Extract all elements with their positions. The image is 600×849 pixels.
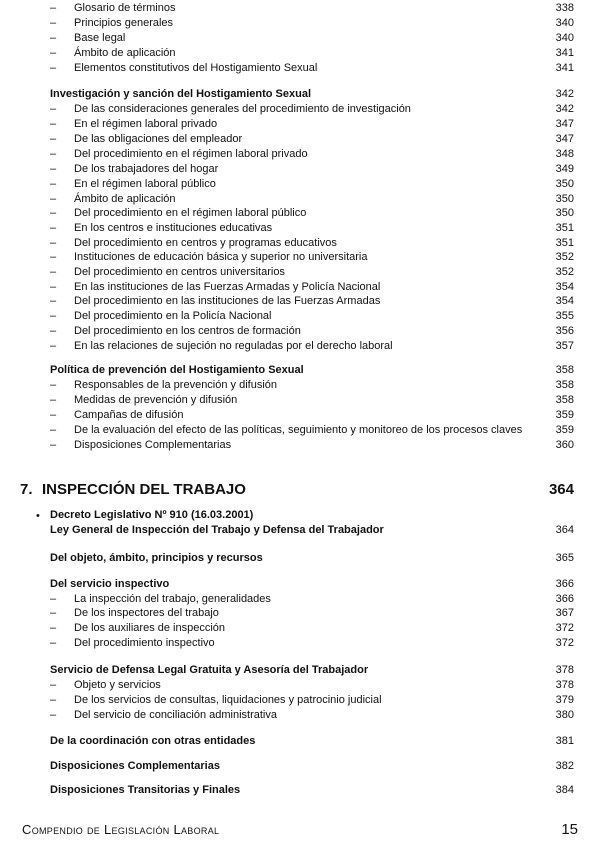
toc-heading-servicio-inspectivo: Del servicio inspectivo 366 [50, 578, 574, 590]
page-number: 15 [561, 821, 578, 838]
toc-item: – Del procedimiento inspectivo 372 [50, 637, 574, 649]
toc-item: – De las consideraciones generales del procedimiento de investigación 342 [50, 103, 574, 115]
toc-heading-objeto: Del objeto, ámbito, principios y recursos 365 [50, 552, 574, 564]
toc-item: – En las relaciones de sujeción no reguladas por el derecho laboral 357 [50, 340, 574, 352]
toc-heading-coordinacion: De la coordinación con otras entidades 381 [50, 735, 574, 747]
toc-item: – Del procedimiento en el régimen laboral privado 348 [50, 148, 574, 160]
toc-item: – Ámbito de aplicación 350 [50, 193, 574, 205]
chapter-heading: 7. INSPECCIÓN DEL TRABAJO 364 [20, 481, 574, 498]
toc-item: – Del procedimiento en centros universitarios 352 [50, 266, 574, 278]
toc-item: – Del procedimiento en centros y programas educativos 351 [50, 237, 574, 249]
toc-heading-politica: Política de prevención del Hostigamiento Sexual 358 [50, 364, 574, 376]
toc-heading-complementarias: Disposiciones Complementarias 382 [50, 760, 574, 772]
toc-item: – Disposiciones Complementarias 360 [50, 439, 574, 451]
toc-item: – Objeto y servicios 378 [50, 679, 574, 691]
toc-item: – Base legal 340 [50, 32, 574, 44]
toc-item: – Elementos constitutivos del Hostigamiento Sexual 341 [50, 62, 574, 74]
toc-item: – Glosario de términos 338 [50, 2, 574, 14]
toc-item: – Del procedimiento en el régimen laboral público 350 [50, 207, 574, 219]
toc-item: – La inspección del trabajo, generalidades 366 [50, 593, 574, 605]
toc-item: – Del servicio de conciliación administrativa 380 [50, 709, 574, 721]
toc-item: – De los inspectores del trabajo 367 [50, 607, 574, 619]
toc-item: – En las instituciones de las Fuerzas Armadas y Policía Nacional 354 [50, 281, 574, 293]
toc-item: – Campañas de difusión 359 [50, 409, 574, 421]
decreto-title: Decreto Legislativo Nº 910 (16.03.2001) [50, 509, 254, 521]
toc-item: – Del procedimiento en los centros de formación 356 [50, 325, 574, 337]
page-footer [0, 821, 600, 839]
toc-heading-transitorias: Disposiciones Transitorias y Finales 384 [50, 784, 574, 796]
toc-item: – Medidas de prevención y difusión 358 [50, 394, 574, 406]
toc-item: – En los centros e instituciones educativas 351 [50, 222, 574, 234]
toc-item: – De las obligaciones del empleador 347 [50, 133, 574, 145]
toc-item: – Principios generales 340 [50, 17, 574, 29]
toc-item: – Responsables de la prevención y difusión 358 [50, 379, 574, 391]
bullet-icon: • [36, 510, 40, 522]
footer-title: Compendio de Legislación Laboral [22, 822, 220, 837]
toc-item: – De la evaluación del efecto de las políticas, seguimiento y monitoreo de los procesos claves 359 [50, 424, 574, 436]
toc-item: – De los auxiliares de inspección 372 [50, 622, 574, 634]
toc-heading-servicio-defensa: Servicio de Defensa Legal Gratuita y Asesoría del Trabajador 378 [50, 664, 574, 676]
decreto-subtitle: Ley General de Inspección del Trabajo y Defensa del Trabajador 364 [50, 524, 574, 536]
toc-item: – De los servicios de consultas, liquidaciones y patrocinio judicial 379 [50, 694, 574, 706]
toc-item: – Ámbito de aplicación 341 [50, 47, 574, 59]
toc-item: – Instituciones de educación básica y superior no universitaria 352 [50, 251, 574, 263]
toc-heading-investigacion: Investigación y sanción del Hostigamiento Sexual 342 [50, 88, 574, 100]
toc-item: – En el régimen laboral público 350 [50, 178, 574, 190]
toc-item: – Del procedimiento en las instituciones de las Fuerzas Armadas 354 [50, 295, 574, 307]
toc-item: – De los trabajadores del hogar 349 [50, 163, 574, 175]
toc-item: – En el régimen laboral privado 347 [50, 118, 574, 130]
toc-item: – Del procedimiento en la Policía Nacional 355 [50, 310, 574, 322]
